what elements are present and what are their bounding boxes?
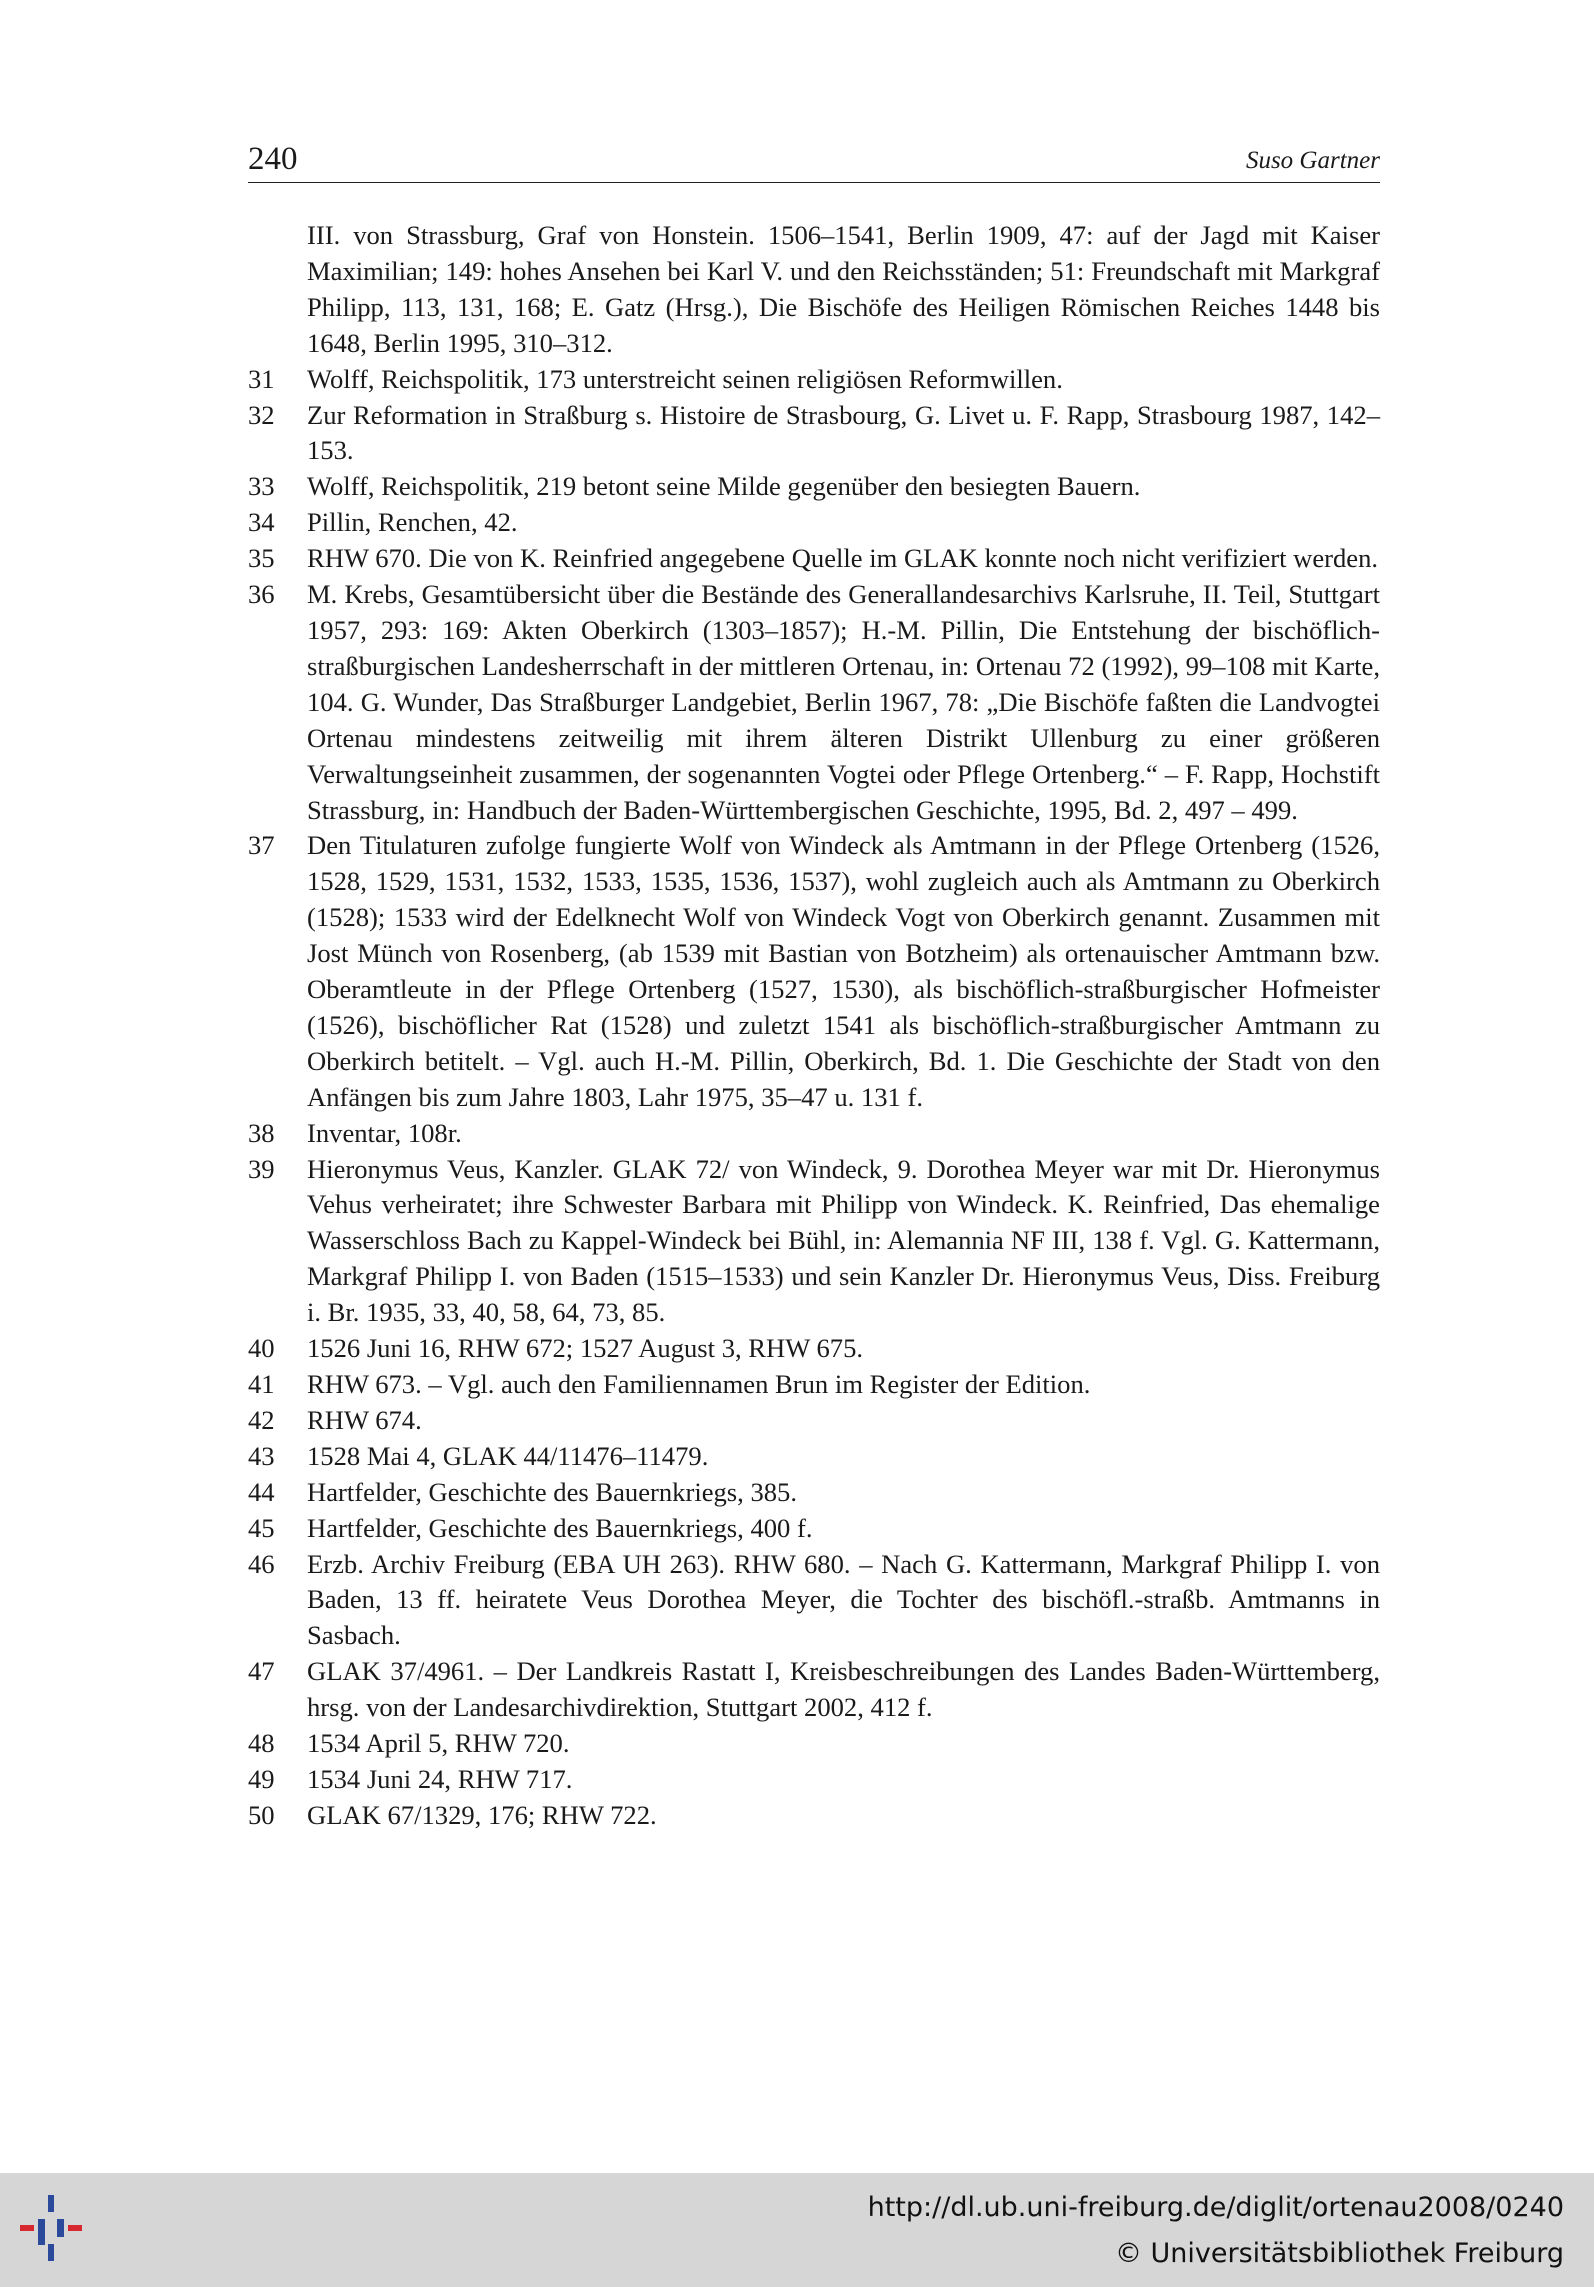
- footnote: [248, 1367, 1380, 1403]
- footnote-text: III. von Strassburg, Graf von Honstein. 1506–1541, Berlin 1909, 47: auf der Jagd mit Kaiser Maximilian; 149: hohes Ansehen bei Karl V. und den Reichsständen; 51: Freundschaft mit Markgraf Philipp, 113, 131, 168; E. Gatz (Hrsg.), Die Bischöfe des Heiligen Römischen Reiches 1448 bis 1648, Berlin 1995, 310–312.: [307, 220, 1380, 358]
- footnote: [248, 1439, 1380, 1475]
- footnote-number: 44: [248, 1476, 275, 1507]
- footnote-text: RHW 674.: [307, 1404, 422, 1435]
- footnote-text: GLAK 67/1329, 176; RHW 722.: [307, 1799, 657, 1830]
- footnote-text: 1526 Juni 16, RHW 672; 1527 August 3, RHW 675.: [307, 1333, 864, 1364]
- footnote: [248, 398, 1380, 470]
- footnote-text: 1534 Juni 24, RHW 717.: [307, 1763, 573, 1794]
- footnote-number: 32: [248, 399, 275, 430]
- footnote-number: 50: [248, 1799, 275, 1830]
- footnote: [248, 1726, 1380, 1762]
- footnotes-list: [248, 218, 1380, 1834]
- page-number: 240: [248, 141, 298, 177]
- footnote-number: 49: [248, 1763, 275, 1794]
- footnote-text: Wolff, Reichspolitik, 219 betont seine Milde gegenüber den besiegten Bauern.: [307, 471, 1141, 502]
- footnote-text: RHW 670. Die von K. Reinfried angegebene Quelle im GLAK konnte noch nicht verifiziert werden.: [307, 543, 1379, 574]
- footnote-text: Pillin, Renchen, 42.: [307, 507, 518, 538]
- ub-freiburg-logo-icon: [16, 2193, 86, 2263]
- footnote: [248, 828, 1380, 1115]
- footnote-number: 46: [248, 1548, 275, 1579]
- footnote-text: Wolff, Reichspolitik, 173 unterstreicht seinen religiösen Reformwillen.: [307, 363, 1063, 394]
- footnote-text: Hartfelder, Geschichte des Bauernkriegs, 385.: [307, 1476, 797, 1507]
- footnote-number: 48: [248, 1728, 275, 1759]
- footnote-number: 47: [248, 1656, 275, 1687]
- footnote: [248, 469, 1380, 505]
- footnote-number: 41: [248, 1369, 275, 1399]
- page-header: [248, 136, 1380, 183]
- footnote-number: 37: [248, 830, 275, 861]
- footnote-number: 42: [248, 1404, 275, 1435]
- footnote-number: 45: [248, 1512, 275, 1543]
- footnote: [248, 218, 1380, 362]
- footnote-text: M. Krebs, Gesamtübersicht über die Bestände des Generallandesarchivs Karlsruhe, II. Teil, Stuttgart 1957, 293: 169: Akten Oberkirch (1303–1857); H.-M. Pillin, Die Entstehung der bischöflich-straßburgischen Landesherrschaft in der mittleren Ortenau, in: Ortenau 72 (1992), 99–108 mit Karte, 104. G. Wunder, Das Straßburger Landgebiet, Berlin 1967, 78: „Die Bischöfe faßten die Landvogtei Ortenau mindestens zeitweilig mit ihrem älteren Distrikt Ullenburg zu einer größeren Verwaltungseinheit zusammen, der sogenannten Vogtei oder Pflege Ortenberg.“ – F. Rapp, Hochstift Strassburg, in: Handbuch der Baden-Württembergischen Geschichte, 1995, Bd. 2, 497 – 499.: [307, 579, 1380, 825]
- footnote-text: Hieronymus Veus, Kanzler. GLAK 72/ von Windeck, 9. Dorothea Meyer war mit Dr. Hieronymus Vehus verheiratet; ihre Schwester Barbara mit Philipp von Windeck. K. Reinfried, Das ehemalige Wasserschloss Bach zu Kappel-Windeck bei Bühl, in: Alemannia NF III, 138 f. Vgl. G. Kattermann, Markgraf Philipp I. von Baden (1515–1533) und sein Kanzler Dr. Hieronymus Veus, Diss. Freiburg i. Br. 1935, 33, 40, 58, 64, 73, 85.: [307, 1153, 1380, 1328]
- footnote-text: GLAK 37/4961. – Der Landkreis Rastatt I, Kreisbeschreibungen des Landes Baden-Württemberg, hrsg. von der Landesarchivdirektion, Stuttgart 2002, 412 f.: [307, 1656, 1380, 1723]
- footnote-number: 33: [248, 471, 275, 502]
- footnote: [248, 1798, 1380, 1834]
- footnote: [248, 362, 1380, 398]
- footnote: [248, 505, 1380, 541]
- footnote: [248, 1331, 1380, 1367]
- footnote-number: 36: [248, 579, 275, 610]
- footer-bar: [0, 2173, 1594, 2287]
- footnote: [248, 1762, 1380, 1798]
- footnote-text: Zur Reformation in Straßburg s. Histoire de Strasbourg, G. Livet u. F. Rapp, Strasbourg 1987, 142–153.: [307, 399, 1380, 466]
- footnote: [248, 1511, 1380, 1547]
- footnote-text: Den Titulaturen zufolge fungierte Wolf von Windeck als Amtmann in der Pflege Ortenberg (1526, 1528, 1529, 1531, 1532, 1533, 1535, 1536, 1537), wohl zugleich auch als Amtmann zu Oberkirch (1528); 1533 wird der Edelknecht Wolf von Windeck Vogt von Oberkirch genannt. Zusammen mit Jost Münch von Rosenberg, (ab 1539 mit Bastian von Botzheim) als ortenauischer Amtmann bzw. Oberamtleute in der Pflege Ortenberg (1527, 1530), als bischöflich-straßburgischer Hofmeister (1526), bischöflicher Rat (1528) und zuletzt 1541 als bischöflich-straßburgischer Amtmann zu Oberkirch betitelt. – Vgl. auch H.-M. Pillin, Oberkirch, Bd. 1. Die Geschichte der Stadt von den Anfängen bis zum Jahre 1803, Lahr 1975, 35–47 u. 131 f.: [307, 830, 1380, 1112]
- footnote-number: 38: [248, 1117, 275, 1148]
- source-url-link[interactable]: http://dl.ub.uni-freiburg.de/diglit/ortenau2008/0240: [867, 2192, 1564, 2223]
- footnote-number: 43: [248, 1440, 275, 1471]
- footnote-text: 1534 April 5, RHW 720.: [307, 1728, 570, 1759]
- footnote: [248, 577, 1380, 828]
- footnote: [248, 1403, 1380, 1439]
- footnote: [248, 1654, 1380, 1726]
- footnote: [248, 1547, 1380, 1655]
- footnote: [248, 1116, 1380, 1152]
- footnote-text: Inventar, 108r.: [307, 1117, 462, 1148]
- footnote: [248, 541, 1380, 577]
- copyright-notice: © Universitätsbibliothek Freiburg: [1114, 2238, 1564, 2269]
- footnote-number: 40: [248, 1333, 275, 1364]
- footnote: [248, 1152, 1380, 1332]
- footnote-text: RHW 673. – Vgl. auch den Familiennamen Brun im Register der Edition.: [307, 1369, 1091, 1399]
- running-head: Suso Gartner: [1245, 147, 1380, 174]
- footnote-number: 35: [248, 543, 275, 574]
- footnote-number: 31: [248, 363, 275, 394]
- footnote: [248, 1475, 1380, 1511]
- footnote-text: 1528 Mai 4, GLAK 44/11476–11479.: [307, 1440, 709, 1471]
- footnote-number: 34: [248, 507, 275, 538]
- footnote-text: Erzb. Archiv Freiburg (EBA UH 263). RHW 680. – Nach G. Kattermann, Markgraf Philipp I. von Baden, 13 ff. heiratete Veus Dorothea Meyer, die Tochter des bischöfl.-straßb. Amtmanns in Sasbach.: [307, 1548, 1380, 1651]
- footnote-text: Hartfelder, Geschichte des Bauernkriegs, 400 f.: [307, 1512, 813, 1543]
- footnote-number: 39: [248, 1153, 275, 1184]
